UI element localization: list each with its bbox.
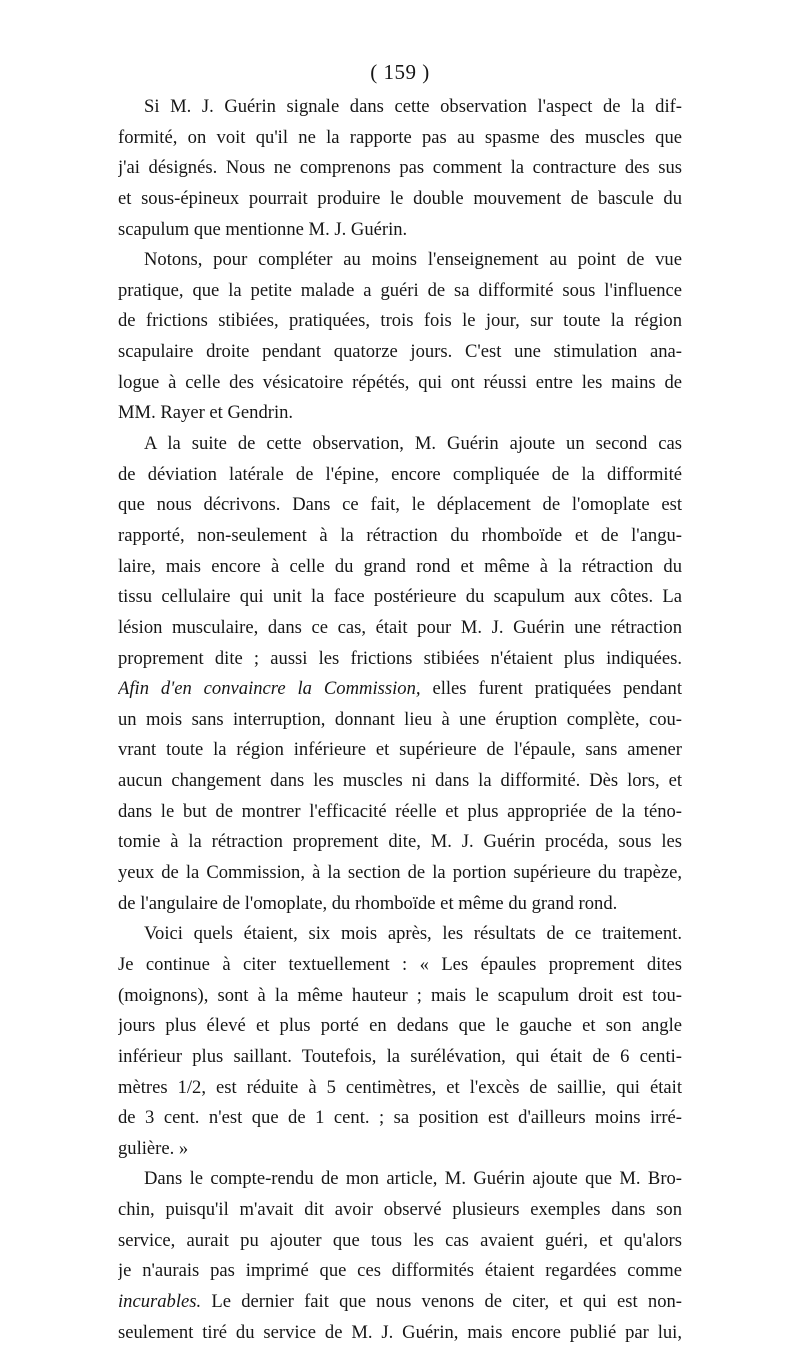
line-text: mètres 1/2, est réduite à 5 centimètres, et l'excès de saillie, qui était: [118, 1076, 682, 1098]
line-text: (moignons), sont à la même hauteur ; mais le scapulum droit est tou-: [118, 984, 682, 1006]
text-line: [118, 919, 682, 950]
text-line: [118, 613, 682, 644]
line-text: Dans le compte-rendu de mon article, M. Guérin ajoute que M. Bro-: [144, 1168, 682, 1190]
line-text: seulement tiré du service de M. J. Guérin, mais encore publié par lui,: [118, 1321, 682, 1343]
line-text: que nous décrivons. Dans ce fait, le déplacement de l'omoplate est: [118, 494, 682, 516]
line-text: logue à celle des vésicatoire répétés, qui ont réussi entre les mains de: [118, 371, 682, 393]
text-line: [118, 582, 682, 613]
line-text: laire, mais encore à celle du grand rond et même à la rétraction du: [118, 555, 682, 577]
text-line: [118, 306, 682, 337]
line-text: dans le but de montrer l'efficacité réelle et plus appropriée de la téno-: [118, 800, 682, 822]
text-line: [118, 552, 682, 583]
text-line: [118, 521, 682, 552]
line-text: gulière. »: [118, 1137, 189, 1159]
line-text: proprement dite ; aussi les frictions stibiées n'étaient plus indiquées.: [118, 647, 682, 669]
page-number: ( 159 ): [370, 60, 430, 84]
text-line: [118, 92, 682, 123]
line-text: Notons, pour compléter au moins l'enseignement au point de vue: [144, 249, 682, 271]
text-line: [118, 705, 682, 736]
line-text: j'ai désignés. Nous ne comprenons pas comment la contracture des sus: [118, 157, 682, 179]
text-line: [118, 827, 682, 858]
text-line: [118, 245, 682, 276]
line-text: Voici quels étaient, six mois après, les résultats de ce traitement.: [144, 923, 682, 945]
line-text: vrant toute la région inférieure et supérieure de l'épaule, sans amener: [118, 739, 682, 761]
line-text: A la suite de cette observation, M. Guérin ajoute un second cas: [144, 433, 682, 455]
text-line: [118, 674, 682, 705]
line-text: jours plus élevé et plus porté en dedans que le gauche et son angle: [118, 1015, 682, 1037]
line-text: formité, on voit qu'il ne la rapporte pas au spasme des muscles que: [118, 126, 682, 148]
italic-phrase: Afin d'en convaincre la Commission,: [118, 678, 421, 700]
text-line: [118, 644, 682, 675]
text-line: [118, 1287, 682, 1318]
line-text: scapulaire droite pendant quatorze jours. C'est une stimulation ana-: [118, 341, 682, 363]
text-line: [118, 1164, 682, 1195]
text-line: [118, 1134, 682, 1165]
text-line: [118, 735, 682, 766]
text-line: [118, 368, 682, 399]
text-line: [118, 398, 682, 429]
text-line: [118, 981, 682, 1012]
line-text: MM. Rayer et Gendrin.: [118, 402, 294, 424]
line-text: de l'angulaire de l'omoplate, du rhomboïde et même du grand rond.: [118, 892, 618, 914]
text-line: [118, 1195, 682, 1226]
text-line: [118, 1073, 682, 1104]
text-line: [118, 1103, 682, 1134]
text-line: [118, 1042, 682, 1073]
line-text: tissu cellulaire qui unit la face postérieure du scapulum aux côtes. La: [118, 586, 682, 608]
line-text: un mois sans interruption, donnant lieu à une éruption complète, cou-: [118, 708, 682, 730]
italic-phrase: incurables.: [118, 1290, 202, 1312]
line-text: lésion musculaire, dans ce cas, était pour M. J. Guérin une rétraction: [118, 616, 682, 638]
line-text: Le dernier fait que nous venons de citer, et qui est non-: [201, 1290, 682, 1312]
text-line: [118, 889, 682, 920]
line-text: scapulum que mentionne M. J. Guérin.: [118, 218, 408, 240]
line-text: et sous-épineux pourrait produire le double mouvement de bascule du: [118, 187, 682, 209]
text-line: [118, 337, 682, 368]
line-text: inférieur plus saillant. Toutefois, la surélévation, qui était de 6 centi-: [118, 1045, 682, 1067]
line-text: de déviation latérale de l'épine, encore compliquée de la difformité: [118, 463, 682, 485]
line-text: pratique, que la petite malade a guéri de sa difformité sous l'influence: [118, 279, 682, 301]
text-line: [118, 1226, 682, 1257]
text-line: [118, 797, 682, 828]
line-text: yeux de la Commission, à la section de la portion supérieure du trapèze,: [118, 862, 682, 884]
text-line: [118, 858, 682, 889]
text-line: [118, 1256, 682, 1287]
text-line: [118, 950, 682, 981]
text-line: [118, 1011, 682, 1042]
text-line: [118, 276, 682, 307]
line-text: Je continue à citer textuellement : « Les épaules proprement dites: [118, 953, 682, 975]
text-line: [118, 429, 682, 460]
line-text: je n'aurais pas imprimé que ces difformités étaient regardées comme: [118, 1260, 682, 1282]
line-text: rapporté, non-seulement à la rétraction du rhomboïde et de l'angu-: [118, 524, 682, 546]
line-text: aucun changement dans les muscles ni dans la difformité. Dès lors, et: [118, 770, 682, 792]
line-text: Si M. J. Guérin signale dans cette observation l'aspect de la dif-: [144, 96, 682, 117]
text-line: [118, 215, 682, 246]
body-text: [118, 92, 682, 1348]
text-line: [118, 766, 682, 797]
line-text: elles furent pratiquées pendant: [420, 678, 682, 700]
line-text: tomie à la rétraction proprement dite, M. J. Guérin procéda, sous les: [118, 831, 682, 853]
line-text: de 3 cent. n'est que de 1 cent. ; sa position est d'ailleurs moins irré-: [118, 1107, 682, 1129]
text-line: [118, 460, 682, 491]
text-line: [118, 1318, 682, 1348]
line-text: service, aurait pu ajouter que tous les cas avaient guéri, et qu'alors: [118, 1229, 682, 1251]
line-text: de frictions stibiées, pratiquées, trois fois le jour, sur toute la région: [118, 310, 682, 332]
text-line: [118, 123, 682, 154]
text-line: [118, 490, 682, 521]
text-line: [118, 153, 682, 184]
line-text: chin, puisqu'il m'avait dit avoir observé plusieurs exemples dans son: [118, 1199, 682, 1221]
text-line: [118, 184, 682, 215]
